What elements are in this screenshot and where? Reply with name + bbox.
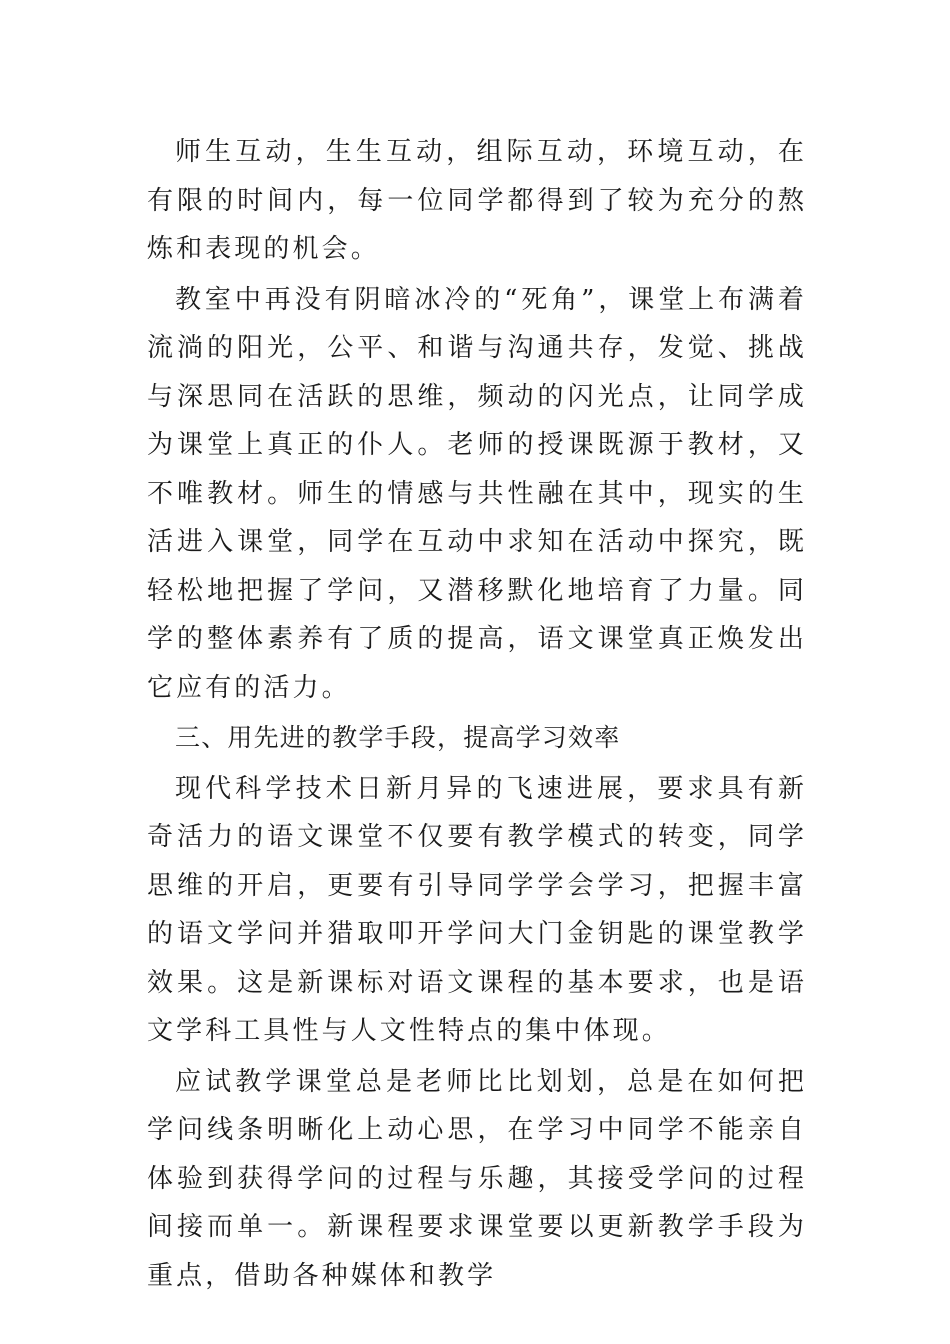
- paragraph-classroom: 教室中再没有阴暗冰冷的“死角”，课堂上布满着流淌的阳光，公平、和谐与沟通共存，发觉、挑战与深思同在活跃的思维，频动的闪光点，让同学成为课堂上真正的仆人。老师的授课既源于教材，又不唯教材。师生的情感与共性融在其中，现实的生活进入课堂，同学在互动中求知在活动中探究，既轻松地把握了学问，又潜移默化地培育了力量。同学的整体素养有了质的提高，语文课堂真正焕发出它应有的活力。: [147, 284, 807, 703]
- document-body: [147, 128, 807, 1302]
- paragraph-exam-teaching: 应试教学课堂总是老师比比划划，总是在如何把学问线条明晰化上动心思，在学习中同学不能亲自体验到获得学问的过程与乐趣，其接受学问的过程间接而单一。新课程要求课堂要以更新教学手段为重点，借助各种媒体和教学: [147, 1066, 807, 1291]
- section-heading: 三、用先进的教学手段，提高学习效率: [175, 723, 621, 752]
- paragraph-interaction: 师生互动，生生互动，组际互动，环境互动，在有限的时间内，每一位同学都得到了较为充分的熬炼和表现的机会。: [147, 137, 807, 264]
- paragraph-technology: 现代科学技术日新月异的飞速进展，要求具有新奇活力的语文课堂不仅要有教学模式的转变，同学思维的开启，更要有引导同学学会学习，把握丰富的语文学问并猎取叩开学问大门金钥匙的课堂教学效果。这是新课标对语文课程的基本要求，也是语文学科工具性与人文性特点的集中体现。: [147, 773, 807, 1046]
